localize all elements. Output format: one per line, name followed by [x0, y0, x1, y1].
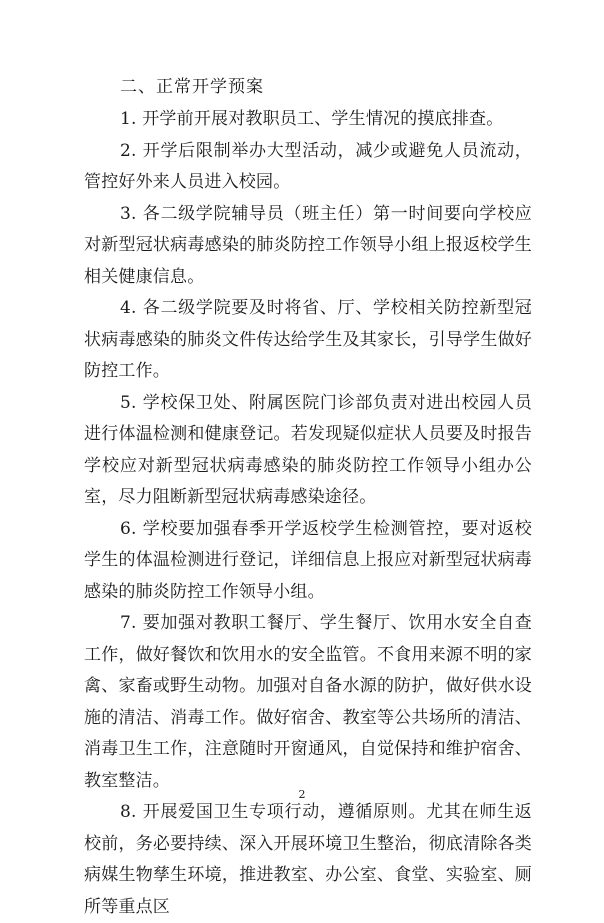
- list-item-5: 5. 学校保卫处、附属医院门诊部负责对进出校园人员进行体温检测和健康登记。若发现疑似症状人员要及时报告学校应对新型冠状病毒感染的肺炎防控工作领导小组办公室，尽力阻断新型冠状病毒感染途径。: [84, 392, 532, 507]
- section-title: 二、正常开学预案: [120, 77, 264, 97]
- list-item-7: 7. 要加强对教职工餐厅、学生餐厅、饮用水安全自查工作，做好餐饮和饮用水的安全监管。不食用来源不明的家禽、家畜或野生动物。加强对自备水源的防护，做好供水设施的清洁、消毒工作。做好宿舍、教室等公共场所的清洁、消毒卫生工作，注意随时开窗通风，自觉保持和维护宿舍、教室整洁。: [84, 613, 532, 791]
- list-item-3: 3. 各二级学院辅导员（班主任）第一时间要向学校应对新型冠状病毒感染的肺炎防控工作领导小组上报返校学生相关健康信息。: [84, 203, 532, 287]
- list-item-6: 6. 学校要加强春季开学返校学生检测管控，要对返校学生的体温检测进行登记，详细信息上报应对新型冠状病毒感染的肺炎防控工作领导小组。: [84, 518, 532, 602]
- list-item-1: 1. 开学前开展对教职员工、学生情况的摸底排查。: [120, 109, 504, 129]
- list-item-4: 4. 各二级学院要及时将省、厅、学校相关防控新型冠状病毒感染的肺炎文件传达给学生及其家长，引导学生做好防控工作。: [84, 298, 532, 381]
- list-item-2: 2. 开学后限制举办大型活动，减少或避免人员流动，管控好外来人员进入校园。: [84, 140, 532, 192]
- list-item-8: 8. 开展爱国卫生专项行动，遵循原则。尤其在师生返校前，务必要持续、深入开展环境卫生整治，彻底清除各类病媒生物孳生环境，推进教室、办公室、食堂、实验室、厕所等重点区: [84, 802, 532, 917]
- page-number: 2: [298, 788, 306, 801]
